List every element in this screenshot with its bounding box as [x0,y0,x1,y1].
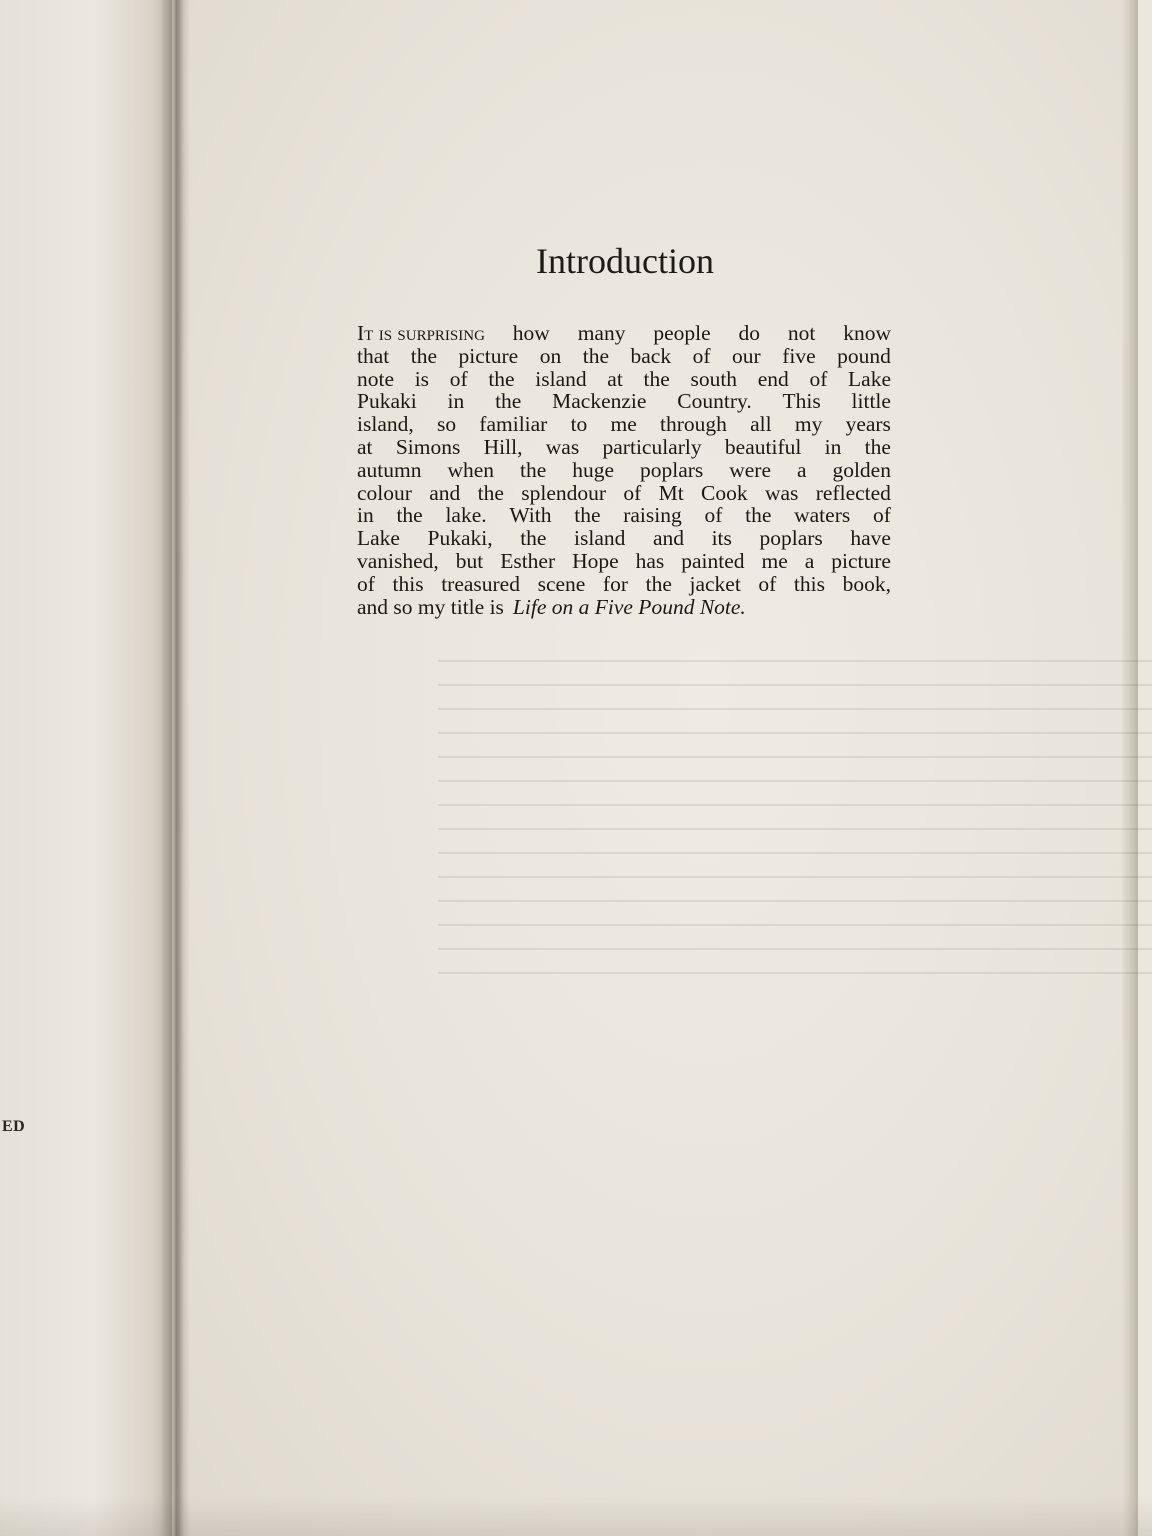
word: in [824,434,842,459]
word: the [582,343,610,368]
intro-paragraph [357,322,891,618]
paragraph-line [357,482,891,505]
right-page [178,0,1138,1536]
word: familiar [479,412,548,437]
word: the [396,503,423,528]
word: end [757,366,789,391]
word: at [607,366,623,391]
word: autumn [357,457,422,482]
word: do [738,321,760,345]
word: this [793,571,825,596]
paragraph-line [357,459,891,482]
opening-small-caps: It is surprising [357,321,485,345]
word: Hope [572,548,619,573]
word: This [782,389,821,414]
word: waters [794,503,851,528]
word: but [455,548,484,573]
word: particularly [602,434,702,459]
paragraph-line [357,390,891,413]
word: the [864,434,891,459]
left-page [0,0,172,1536]
word: of [357,571,375,596]
word: how [512,321,550,345]
word: my [794,412,823,437]
word: the [477,480,504,505]
paragraph-line [357,504,891,527]
word: splendour [521,480,607,505]
paragraph-line [357,550,891,573]
word: of [704,503,723,528]
word: Cook [701,480,748,505]
word: me [610,412,637,437]
word: this [392,571,424,596]
paragraph-line [357,413,891,436]
word: the [520,526,547,551]
word: Pukaki, [427,526,493,551]
word: Lake [848,366,891,391]
last-line-text: and so my title is [357,594,504,619]
word: me [761,548,788,573]
word: With [509,503,552,528]
word: picture [458,343,519,368]
word: a [804,548,815,573]
word: a [796,457,807,482]
word: of [623,480,642,505]
book-title-italic: Life on a Five Pound Note. [512,594,746,619]
word: huge [572,457,615,482]
word: the [410,343,438,368]
paragraph-line [357,436,891,459]
word: Mt [658,480,684,505]
word: was [545,434,580,459]
word: people [653,321,711,345]
word: Simons [395,434,461,459]
word: years [845,412,891,437]
word: know [843,321,891,345]
word: of [872,503,891,528]
word: through [660,412,727,437]
word: scene [537,571,586,596]
bottom-shadow [0,1496,1152,1536]
page-title: Introduction [536,241,714,281]
word: of [692,343,711,368]
word: so [436,412,457,437]
word: to [570,412,588,437]
word: in [447,389,465,414]
word: on [539,343,562,368]
word: back [630,343,672,368]
paragraph-line [357,322,891,345]
left-page-edge-text: ED [2,1118,26,1135]
word: reflected [815,480,891,505]
word: at [357,434,373,459]
word: and [429,480,461,505]
word: jacket [689,571,741,596]
word: for [602,571,628,596]
word: picture [831,548,891,573]
word: that [357,343,390,368]
word: not [787,321,816,345]
word: the [519,457,547,482]
word: raising [623,503,682,528]
word: the [495,389,522,414]
word: island [535,366,587,391]
word: was [764,480,799,505]
word: south [690,366,738,391]
word: Esther [500,548,556,573]
word: Country. [677,389,752,414]
word: note [357,366,395,391]
word: vanished, [357,548,439,573]
word: have [850,526,891,551]
paragraph-line [357,345,891,368]
word: has [635,548,665,573]
word: lake. [445,503,487,528]
word: the [643,366,670,391]
word: colour [357,480,412,505]
show-through-texture [438,660,1152,1000]
word: and [652,526,685,551]
word: in [357,503,374,528]
paragraph-last-line [357,596,891,619]
word: five [782,343,816,368]
word: the [645,571,672,596]
paragraph-line [357,527,891,550]
word: the [745,503,772,528]
word: is [414,366,430,391]
word: poplars [759,526,823,551]
word: Lake [357,526,400,551]
paragraph-line [357,368,891,391]
word: island [574,526,626,551]
word: book, [842,571,891,596]
word: our [732,343,761,368]
word: of [809,366,828,391]
word: beautiful [724,434,802,459]
word: the [574,503,601,528]
word: little [851,389,891,414]
word: the [488,366,515,391]
word: Mackenzie [552,389,647,414]
paragraph-lines [357,322,891,596]
word: of [758,571,777,596]
word: pound [837,343,891,368]
paragraph-line [357,573,891,596]
word: many [577,321,626,345]
word: of [449,366,468,391]
word: island, [357,412,414,437]
word: Hill, [483,434,523,459]
word: golden [832,457,891,482]
word: poplars [639,457,704,482]
word: all [750,412,772,437]
word: its [711,526,732,551]
word: when [447,457,495,482]
word: treasured [441,571,520,596]
word: painted [681,548,745,573]
word: Pukaki [357,389,417,414]
book-gutter [160,0,190,1536]
word: were [729,457,771,482]
